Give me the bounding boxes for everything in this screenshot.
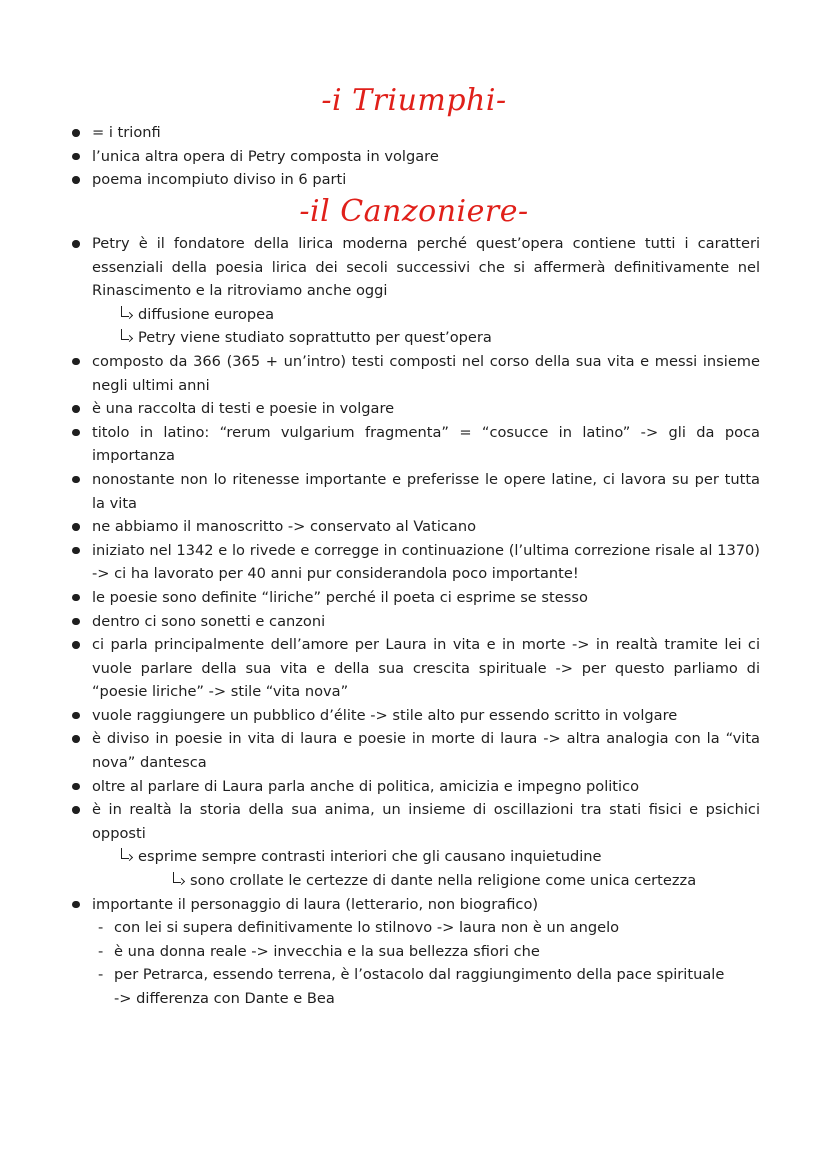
list-item: è diviso in poesie in vita di laura e poesie in morte di laura -> altra analogia con la “vita nova” dantesca [70,727,760,774]
list-item: titolo in latino: “rerum vulgarium fragmenta” = “cosucce in latino” -> gli da poca importanza [70,421,760,468]
dash-item: - per Petrarca, essendo terrena, è l’ostacolo dal raggiungimento della pace spirituale [70,963,760,987]
bullet-icon [72,806,80,814]
bullet-icon [72,405,80,413]
bullet-icon [72,735,80,743]
bullet-icon [72,523,80,531]
bullet-icon [72,240,80,248]
bullet-icon [72,641,80,649]
dash-marker: - [98,966,104,984]
bullet-icon [72,783,80,791]
list-item: ci parla principalmente dell’amore per Laura in vita e in morte -> in realtà tramite lei ci vuole parlare della sua vita e della sua crescita spirituale -> per questo parliamo di “poesie liriche” -> stile “vita nova” [70,633,760,704]
triumphi-list [70,121,760,192]
bullet-icon [72,358,80,366]
list-item: poema incompiuto diviso in 6 parti [70,168,760,192]
corner-arrow-icon [170,874,186,886]
bullet-icon [72,153,80,161]
list-item: ne abbiamo il manoscritto -> conservato al Vaticano [70,515,760,539]
list-item: Petry è il fondatore della lirica moderna perché quest’opera contiene tutti i caratteri essenziali della poesia lirica dei secoli successivi che si affermerà definitivamente nel Rinascimento e la ritroviamo anche oggi [70,232,760,303]
section-title-canzoniere: -il Canzoniere- [299,194,529,229]
list-item: = i trionfi [70,121,760,145]
dash-item-continuation: -> differenza con Dante e Bea [114,990,335,1007]
dash-item: - è una donna reale -> invecchia e la sua bellezza sfiori che [70,940,760,964]
dash-item: - con lei si supera definitivamente lo stilnovo -> laura non è un angelo [70,916,760,940]
corner-arrow-icon [118,850,134,862]
dash-marker: - [98,942,104,960]
list-item: oltre al parlare di Laura parla anche di politica, amicizia e impegno politico [70,775,760,799]
bullet-icon [72,429,80,437]
bullet-icon [72,176,80,184]
list-item: è una raccolta di testi e poesie in volgare [70,397,760,421]
list-item: nonostante non lo ritenesse importante e preferisse le opere latine, ci lavora su per tutta la vita [70,468,760,515]
bullet-icon [72,129,80,137]
bullet-icon [72,618,80,626]
list-item: composto da 366 (365 + un’intro) testi composti nel corso della sua vita e messi insieme negli ultimi anni [70,350,760,397]
canzoniere-list [70,232,760,1011]
list-item: vuole raggiungere un pubblico d’élite -> stile alto pur essendo scritto in volgare [70,704,760,728]
section-title-triumphi: -i Triumphi- [321,83,507,118]
dash-marker: - [98,919,104,937]
list-item: le poesie sono definite “liriche” perché il poeta ci esprime se stesso [70,586,760,610]
sub-item: Petry viene studiato soprattutto per quest’opera [70,326,760,350]
corner-arrow-icon [118,331,134,343]
bullet-icon [72,594,80,602]
bullet-icon [72,547,80,555]
sub-item: diffusione europea [70,303,760,327]
bullet-icon [72,476,80,484]
corner-arrow-icon [118,308,134,320]
list-item: l’unica altra opera di Petry composta in volgare [70,145,760,169]
sub-item: esprime sempre contrasti interiori che gli causano inquietudine [70,845,760,869]
bullet-icon [72,712,80,720]
list-item: dentro ci sono sonetti e canzoni [70,610,760,634]
list-item: importante il personaggio di laura (letterario, non biografico) [70,893,760,917]
sub-sub-item: sono crollate le certezze di dante nella religione come unica certezza [70,869,760,893]
list-item: iniziato nel 1342 e lo rivede e corregge in continuazione (l’ultima correzione risale al 1370) -> ci ha lavorato per 40 anni pur considerandola poco importante! [70,539,760,586]
bullet-icon [72,901,80,909]
list-item: è in realtà la storia della sua anima, un insieme di oscillazioni tra stati fisici e psichici opposti [70,798,760,845]
